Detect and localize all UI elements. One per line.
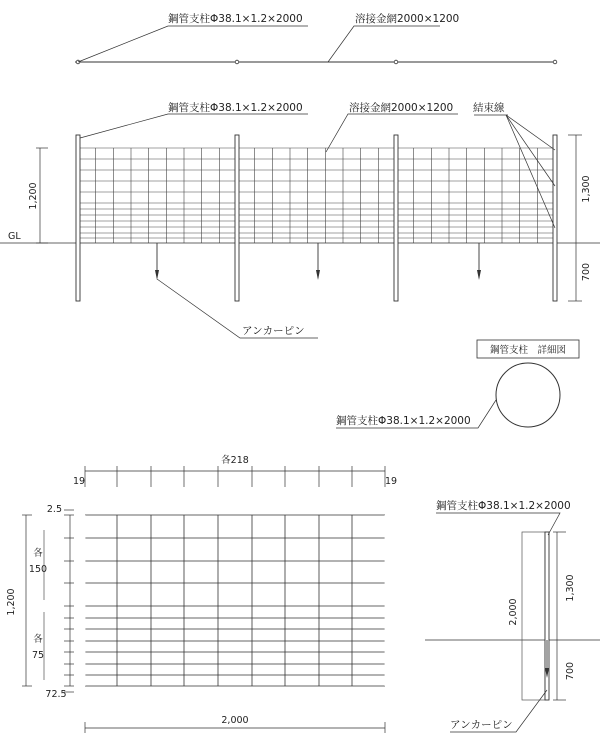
plan-mesh-label: 溶接金網2000×1200	[355, 13, 460, 25]
plan-view	[75, 12, 557, 64]
mesh-top-ticks	[85, 466, 385, 487]
elevation-post-2	[235, 135, 239, 301]
mesh-left-ticks	[44, 510, 74, 692]
mesh-bottom-offset: 72.5	[45, 689, 67, 700]
anchor-pin-3	[477, 243, 481, 280]
anchor-label: アンカーピン	[242, 325, 305, 337]
plan-post-label: 鋼管支柱Φ38.1×1.2×2000	[168, 13, 303, 25]
plan-post-4	[553, 60, 557, 64]
side-view	[425, 499, 600, 732]
anchor-pin-2	[316, 243, 320, 280]
elev-mesh-leader	[326, 114, 458, 152]
elevation-post-3	[394, 135, 398, 301]
mesh-lower-spacing-a: 各	[33, 634, 43, 645]
mesh-upper-spacing-a: 各	[33, 548, 43, 559]
mesh-total-width: 2,000	[221, 715, 249, 726]
elevation-post-1	[76, 135, 80, 301]
mesh-total-height: 1,200	[6, 588, 17, 616]
mesh-lower-spacing-b: 75	[31, 650, 45, 661]
tie-wire-leader-3	[506, 115, 555, 228]
side-dim-total: 2,000	[508, 598, 519, 626]
mesh-grid	[85, 515, 385, 686]
mesh-detail	[6, 454, 397, 733]
post-detail	[336, 340, 579, 428]
mesh-top-offset: 2.5	[46, 504, 62, 515]
dim-post-right	[568, 135, 582, 301]
dim-height-text: 1,200	[28, 182, 39, 210]
mesh-spacing-label: 各218	[221, 455, 249, 466]
elevation-mesh	[78, 148, 555, 243]
mesh-edge-left: 19	[72, 476, 86, 487]
anchor-pin-1	[155, 243, 159, 280]
elev-post-leader	[80, 114, 308, 138]
side-mesh-panel	[522, 532, 545, 700]
mesh-upper-spacing-b: 150	[28, 564, 48, 575]
elevation-post-4	[553, 135, 557, 301]
post-detail-title: 鋼管支柱 詳細図	[489, 345, 567, 356]
post-detail-circle	[496, 363, 560, 427]
side-anchor-label: アンカーピン	[450, 719, 513, 731]
tie-wire-leader-2	[506, 115, 555, 186]
mesh-edge-right: 19	[384, 476, 398, 487]
tie-wire-label: 結束線	[473, 102, 505, 114]
dim-post-below-text: 700	[581, 262, 592, 282]
elevation-mesh-label: 溶接金網2000×1200	[349, 102, 454, 114]
ground-label: GL	[8, 231, 21, 242]
side-dim-below: 700	[565, 661, 576, 681]
elevation-post-label: 鋼管支柱Φ38.1×1.2×2000	[168, 102, 303, 114]
plan-post-2	[235, 60, 239, 64]
plan-post-3	[394, 60, 398, 64]
side-dim-above: 1,300	[565, 574, 576, 602]
plan-mesh-leader	[328, 26, 440, 62]
elevation-view	[0, 101, 600, 338]
mesh-total-height-dim	[22, 515, 32, 686]
plan-post-leader	[78, 26, 308, 62]
side-post-label: 鋼管支柱Φ38.1×1.2×2000	[436, 500, 571, 512]
dim-post-above-text: 1,300	[581, 175, 592, 203]
post-detail-label: 鋼管支柱Φ38.1×1.2×2000	[336, 415, 471, 427]
